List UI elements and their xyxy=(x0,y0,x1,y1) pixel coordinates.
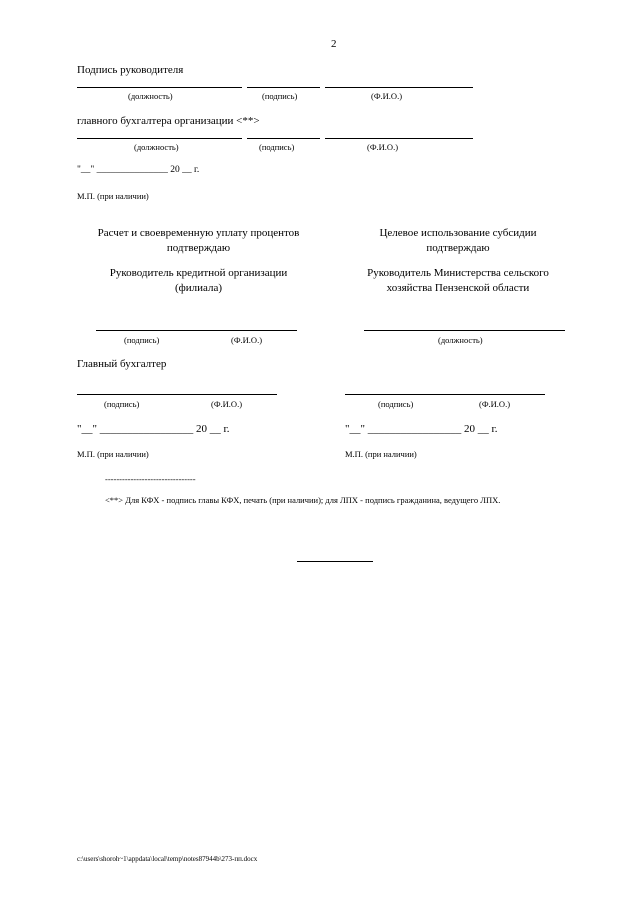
chief-right-signature-label: (подпись) xyxy=(378,399,414,409)
head-fio-line xyxy=(325,87,473,88)
chief-left-line xyxy=(77,394,277,395)
right-role: Руководитель Министерства сельского хозяйства Пензенской области xyxy=(367,267,549,294)
chief-accountant-org-title: главного бухгалтера организации <**> xyxy=(77,115,260,127)
left-signature-line xyxy=(96,330,297,331)
footnote: <**> Для КФХ - подпись главы КФХ, печать (при наличии); для ЛПХ - подпись гражданина, ведущего ЛПХ. xyxy=(105,495,501,505)
head-signature-line xyxy=(247,87,320,88)
chief-right-line xyxy=(345,394,545,395)
left-confirm-text: Расчет и своевременную уплату процентов подтверждаю xyxy=(97,227,300,254)
date-line-1: "__" _______________ 20 __ г. xyxy=(77,165,200,175)
chief-left-fio-label: (Ф.И.О.) xyxy=(211,399,243,409)
stamp-left: М.П. (при наличии) xyxy=(77,449,149,459)
head-fio-label: (Ф.И.О.) xyxy=(371,91,403,101)
date-right: "__" _________________ 20 __ г. xyxy=(345,423,498,435)
left-fio-label: (Ф.И.О.) xyxy=(231,335,263,345)
right-position-label: (должность) xyxy=(438,335,483,345)
date-left: "__" _________________ 20 __ г. xyxy=(77,423,230,435)
chief-org-fio-line xyxy=(325,138,473,139)
chief-org-position-label: (должность) xyxy=(134,142,179,152)
chief-accountant-title: Главный бухгалтер xyxy=(77,358,167,370)
head-position-label: (должность) xyxy=(128,91,173,101)
chief-right-fio-label: (Ф.И.О.) xyxy=(479,399,511,409)
right-position-line xyxy=(364,330,565,331)
page-number: 2 xyxy=(331,38,337,50)
stamp-1: М.П. (при наличии) xyxy=(77,191,149,201)
head-position-line xyxy=(77,87,242,88)
left-signature-label: (подпись) xyxy=(124,335,160,345)
stamp-right: М.П. (при наличии) xyxy=(345,449,417,459)
left-role: Руководитель кредитной организации (филиала) xyxy=(109,267,288,294)
head-signature-label: (подпись) xyxy=(262,91,298,101)
head-signature-title: Подпись руководителя xyxy=(77,64,184,76)
right-confirm-text: Целевое использование субсидии подтверждаю xyxy=(379,227,537,254)
file-path: c:\users\shoroh~1\appdata\local\temp\notes87944b\273-пп.docx xyxy=(77,855,258,863)
chief-org-signature-line xyxy=(247,138,320,139)
chief-org-fio-label: (Ф.И.О.) xyxy=(367,142,399,152)
end-rule xyxy=(297,561,373,562)
footnote-separator: -------------------------------- xyxy=(105,474,196,484)
chief-left-signature-label: (подпись) xyxy=(104,399,140,409)
chief-org-signature-label: (подпись) xyxy=(259,142,295,152)
chief-org-position-line xyxy=(77,138,242,139)
